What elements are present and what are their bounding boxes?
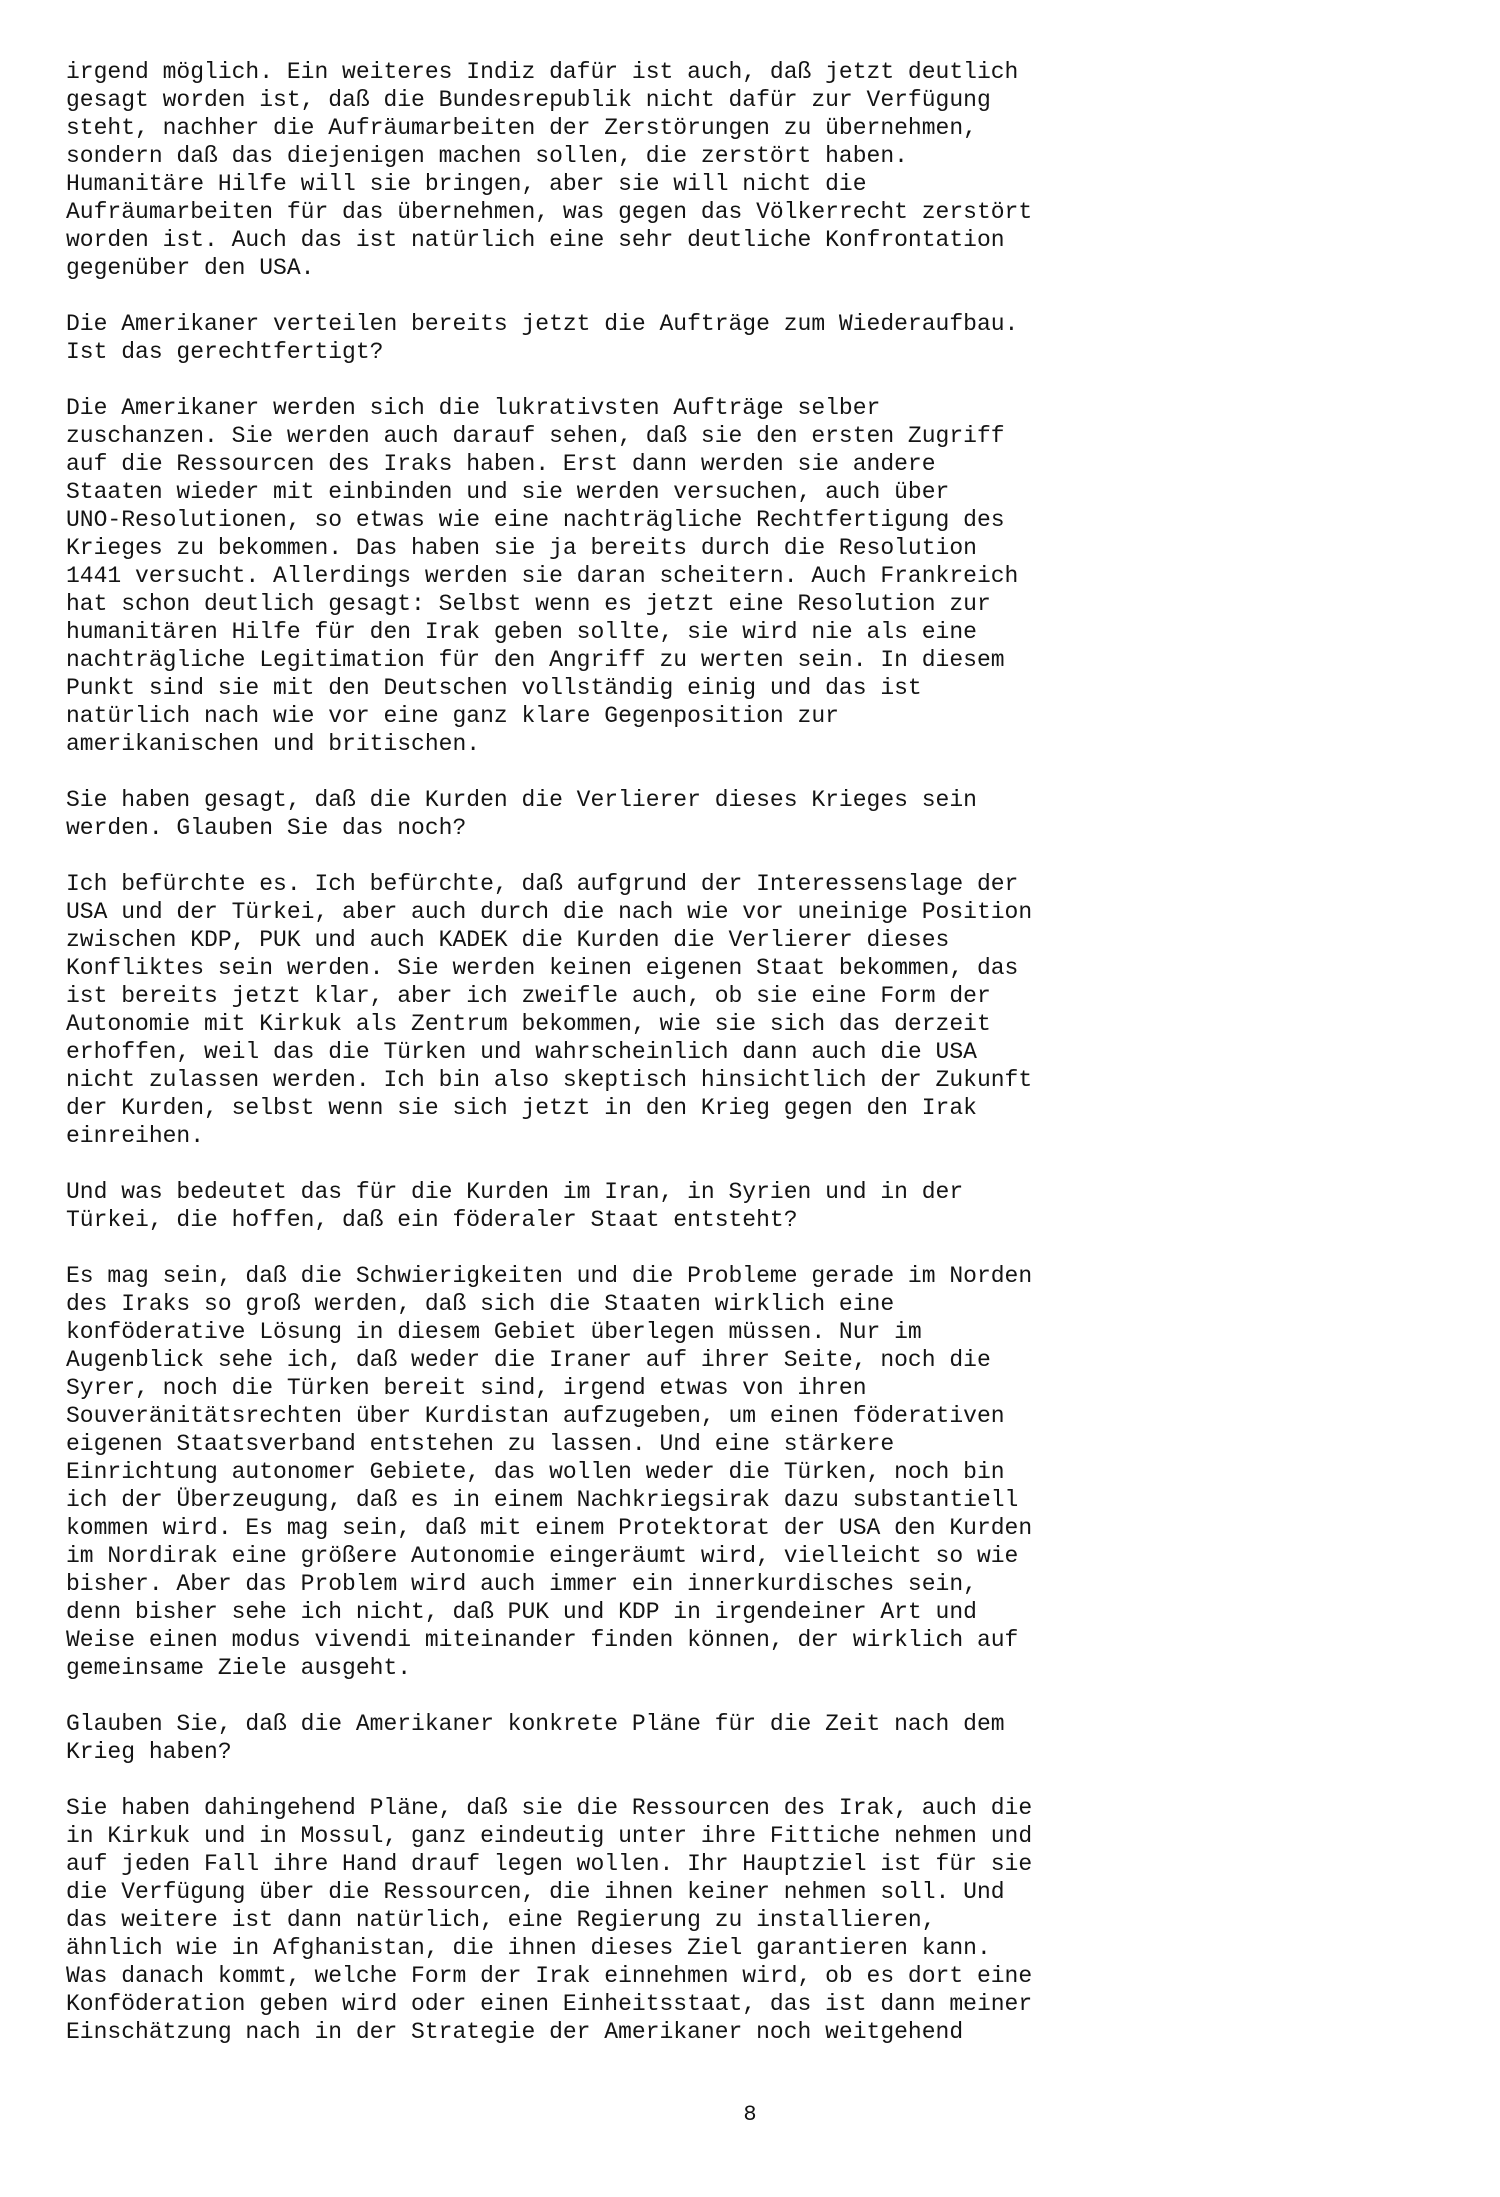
text-line: im Nordirak eine größere Autonomie eingeräumt wird, vielleicht so wie bbox=[66, 1543, 1019, 1569]
answer-paragraph bbox=[66, 1794, 1216, 2046]
text-line: worden ist. Auch das ist natürlich eine sehr deutliche Konfrontation bbox=[66, 227, 1005, 253]
text-line: Syrer, noch die Türken bereit sind, irgend etwas von ihren bbox=[66, 1375, 867, 1401]
text-line: Krieg haben? bbox=[66, 1739, 232, 1765]
text-line: nicht zulassen werden. Ich bin also skeptisch hinsichtlich der Zukunft bbox=[66, 1067, 1033, 1093]
text-line: der Kurden, selbst wenn sie sich jetzt in den Krieg gegen den Irak bbox=[66, 1095, 977, 1121]
text-line: nachträgliche Legitimation für den Angriff zu werten sein. In diesem bbox=[66, 647, 1005, 673]
text-line: des Iraks so groß werden, daß sich die Staaten wirklich eine bbox=[66, 1291, 895, 1317]
question-paragraph bbox=[66, 786, 1216, 842]
text-line: einreihen. bbox=[66, 1123, 205, 1149]
text-line: Ist das gerechtfertigt? bbox=[66, 339, 384, 365]
text-line: Was danach kommt, welche Form der Irak einnehmen wird, ob es dort eine bbox=[66, 1963, 1033, 1989]
text-line: Souveränitätsrechten über Kurdistan aufzugeben, um einen föderativen bbox=[66, 1403, 1005, 1429]
text-line: das weitere ist dann natürlich, eine Regierung zu installieren, bbox=[66, 1907, 936, 1933]
text-line: natürlich nach wie vor eine ganz klare Gegenposition zur bbox=[66, 703, 839, 729]
text-line: erhoffen, weil das die Türken und wahrscheinlich dann auch die USA bbox=[66, 1039, 977, 1065]
text-line: in Kirkuk und in Mossul, ganz eindeutig unter ihre Fittiche nehmen und bbox=[66, 1823, 1033, 1849]
text-line: Türkei, die hoffen, daß ein föderaler Staat entsteht? bbox=[66, 1207, 798, 1233]
text-line: UNO-Resolutionen, so etwas wie eine nachträgliche Rechtfertigung des bbox=[66, 507, 1005, 533]
text-line: die Verfügung über die Ressourcen, die ihnen keiner nehmen soll. Und bbox=[66, 1879, 1005, 1905]
question-paragraph bbox=[66, 1178, 1216, 1234]
text-line: zwischen KDP, PUK und auch KADEK die Kurden die Verlierer dieses bbox=[66, 927, 950, 953]
text-line: gemeinsame Ziele ausgeht. bbox=[66, 1655, 412, 1681]
question-paragraph bbox=[66, 310, 1216, 366]
answer-paragraph bbox=[66, 870, 1216, 1150]
text-line: Sie haben gesagt, daß die Kurden die Verlierer dieses Krieges sein bbox=[66, 787, 977, 813]
text-line: denn bisher sehe ich nicht, daß PUK und KDP in irgendeiner Art und bbox=[66, 1599, 977, 1625]
document-page bbox=[66, 58, 1216, 2074]
answer-paragraph bbox=[66, 1262, 1216, 1682]
text-line: Einschätzung nach in der Strategie der Amerikaner noch weitgehend bbox=[66, 2019, 964, 2045]
text-line: gesagt worden ist, daß die Bundesrepublik nicht dafür zur Verfügung bbox=[66, 87, 991, 113]
text-line: auf die Ressourcen des Iraks haben. Erst dann werden sie andere bbox=[66, 451, 936, 477]
text-line: werden. Glauben Sie das noch? bbox=[66, 815, 467, 841]
text-line: hat schon deutlich gesagt: Selbst wenn es jetzt eine Resolution zur bbox=[66, 591, 991, 617]
text-line: bisher. Aber das Problem wird auch immer ein innerkurdisches sein, bbox=[66, 1571, 977, 1597]
text-line: Weise einen modus vivendi miteinander finden können, der wirklich auf bbox=[66, 1627, 1019, 1653]
text-line: Einrichtung autonomer Gebiete, das wollen weder die Türken, noch bin bbox=[66, 1459, 1005, 1485]
answer-paragraph bbox=[66, 394, 1216, 758]
text-line: 1441 versucht. Allerdings werden sie daran scheitern. Auch Frankreich bbox=[66, 563, 1019, 589]
text-line: Und was bedeutet das für die Kurden im Iran, in Syrien und in der bbox=[66, 1179, 964, 1205]
text-line: gegenüber den USA. bbox=[66, 255, 315, 281]
answer-paragraph bbox=[66, 58, 1216, 282]
text-line: irgend möglich. Ein weiteres Indiz dafür ist auch, daß jetzt deutlich bbox=[66, 59, 1019, 85]
text-line: Humanitäre Hilfe will sie bringen, aber sie will nicht die bbox=[66, 171, 867, 197]
text-line: Ich befürchte es. Ich befürchte, daß aufgrund der Interessenslage der bbox=[66, 871, 1019, 897]
text-line: USA und der Türkei, aber auch durch die nach wie vor uneinige Position bbox=[66, 899, 1033, 925]
question-paragraph bbox=[66, 1710, 1216, 1766]
text-line: ähnlich wie in Afghanistan, die ihnen dieses Ziel garantieren kann. bbox=[66, 1935, 991, 1961]
text-line: ist bereits jetzt klar, aber ich zweifle auch, ob sie eine Form der bbox=[66, 983, 991, 1009]
text-line: zuschanzen. Sie werden auch darauf sehen, daß sie den ersten Zugriff bbox=[66, 423, 1005, 449]
text-line: sondern daß das diejenigen machen sollen, die zerstört haben. bbox=[66, 143, 908, 169]
text-line: Konfliktes sein werden. Sie werden keinen eigenen Staat bekommen, das bbox=[66, 955, 1019, 981]
page-number: 8 bbox=[743, 2102, 757, 2127]
text-line: Aufräumarbeiten für das übernehmen, was gegen das Völkerrecht zerstört bbox=[66, 199, 1033, 225]
text-line: Konföderation geben wird oder einen Einheitsstaat, das ist dann meiner bbox=[66, 1991, 1033, 2017]
text-line: Es mag sein, daß die Schwierigkeiten und die Probleme gerade im Norden bbox=[66, 1263, 1033, 1289]
text-line: Glauben Sie, daß die Amerikaner konkrete Pläne für die Zeit nach dem bbox=[66, 1711, 1005, 1737]
text-line: ich der Überzeugung, daß es in einem Nachkriegsirak dazu substantiell bbox=[66, 1487, 1019, 1513]
text-line: amerikanischen und britischen. bbox=[66, 731, 481, 757]
text-line: Punkt sind sie mit den Deutschen vollständig einig und das ist bbox=[66, 675, 922, 701]
text-line: Staaten wieder mit einbinden und sie werden versuchen, auch über bbox=[66, 479, 950, 505]
text-line: kommen wird. Es mag sein, daß mit einem Protektorat der USA den Kurden bbox=[66, 1515, 1033, 1541]
text-line: steht, nachher die Aufräumarbeiten der Zerstörungen zu übernehmen, bbox=[66, 115, 977, 141]
text-line: auf jeden Fall ihre Hand drauf legen wollen. Ihr Hauptziel ist für sie bbox=[66, 1851, 1033, 1877]
text-line: Krieges zu bekommen. Das haben sie ja bereits durch die Resolution bbox=[66, 535, 977, 561]
text-line: Autonomie mit Kirkuk als Zentrum bekommen, wie sie sich das derzeit bbox=[66, 1011, 991, 1037]
text-line: Sie haben dahingehend Pläne, daß sie die Ressourcen des Irak, auch die bbox=[66, 1795, 1033, 1821]
text-line: humanitären Hilfe für den Irak geben sollte, sie wird nie als eine bbox=[66, 619, 977, 645]
text-line: eigenen Staatsverband entstehen zu lassen. Und eine stärkere bbox=[66, 1431, 895, 1457]
text-line: konföderative Lösung in diesem Gebiet überlegen müssen. Nur im bbox=[66, 1319, 922, 1345]
text-line: Die Amerikaner werden sich die lukrativsten Aufträge selber bbox=[66, 395, 881, 421]
text-line: Augenblick sehe ich, daß weder die Iraner auf ihrer Seite, noch die bbox=[66, 1347, 991, 1373]
text-line: Die Amerikaner verteilen bereits jetzt die Aufträge zum Wiederaufbau. bbox=[66, 311, 1019, 337]
